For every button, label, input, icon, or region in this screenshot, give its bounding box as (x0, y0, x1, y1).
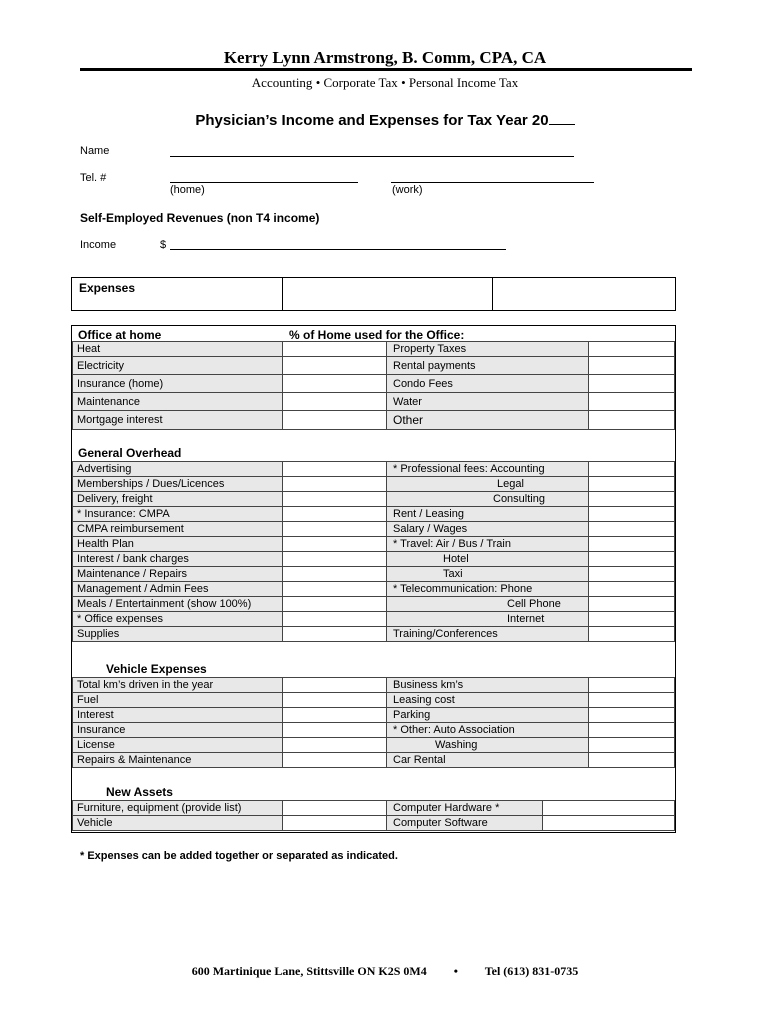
overhead-label: Health Plan (73, 537, 283, 552)
overhead-label: Training/Conferences (387, 627, 589, 642)
overhead-label: Taxi (387, 567, 589, 582)
office-amount-field[interactable] (589, 411, 675, 430)
income-label: Income (80, 239, 117, 251)
overhead-amount-field[interactable] (283, 582, 387, 597)
table-row (73, 477, 675, 492)
overhead-label: * Insurance: CMPA (73, 507, 283, 522)
vehicle-label: Insurance (73, 723, 283, 738)
assets-label: Computer Software (387, 816, 543, 831)
vehicle-amount-field[interactable] (589, 693, 675, 708)
table-row (73, 801, 675, 816)
dollar-sign: $ (160, 239, 167, 251)
overhead-label: * Professional fees: Accounting (387, 462, 589, 477)
office-table (72, 341, 675, 430)
assets-amount-field[interactable] (283, 816, 387, 831)
office-label: Condo Fees (387, 375, 589, 393)
overhead-amount-field[interactable] (283, 567, 387, 582)
office-amount-field[interactable] (283, 342, 387, 357)
table-row (73, 582, 675, 597)
vehicle-amount-field[interactable] (589, 723, 675, 738)
office-label: Electricity (73, 357, 283, 375)
expenses-divider (282, 277, 283, 310)
overhead-label: CMPA reimbursement (73, 522, 283, 537)
footer-address: 600 Martinique Lane, Stittsville ON K2S 0M4 (191, 964, 427, 978)
vehicle-amount-field[interactable] (283, 693, 387, 708)
firm-name: Kerry Lynn Armstrong, B. Comm, CPA, CA (223, 48, 547, 67)
overhead-label: Memberships / Dues/Licences (73, 477, 283, 492)
income-field[interactable] (170, 249, 506, 250)
office-label: Heat (73, 342, 283, 357)
table-row (73, 627, 675, 642)
office-amount-field[interactable] (283, 411, 387, 430)
overhead-label: * Telecommunication: Phone (387, 582, 589, 597)
table-row (73, 507, 675, 522)
overhead-label: Consulting (387, 492, 589, 507)
service-corporate-tax: Corporate Tax (323, 75, 398, 90)
table-row (73, 522, 675, 537)
overhead-amount-field[interactable] (283, 612, 387, 627)
page-title-text: Physician’s Income and Expenses for Tax Year 20 (195, 112, 549, 129)
office-rows (73, 342, 675, 430)
footer-tel: Tel (613) 831-0735 (484, 964, 579, 978)
vehicle-label: Car Rental (387, 753, 589, 768)
overhead-label: Meals / Entertainment (show 100%) (73, 597, 283, 612)
table-row (73, 738, 675, 753)
expenses-divider (492, 277, 493, 310)
overhead-label: Supplies (73, 627, 283, 642)
overhead-heading: General Overhead (78, 446, 182, 460)
vehicle-table (72, 677, 675, 768)
vehicle-label: Washing (387, 738, 589, 753)
table-row (73, 753, 675, 768)
header-rule (80, 68, 692, 71)
table-row (73, 708, 675, 723)
office-amount-field[interactable] (589, 357, 675, 375)
assets-label: Vehicle (73, 816, 283, 831)
assets-amount-field[interactable] (543, 816, 675, 831)
footnote: * Expenses can be added together or separated as indicated. (80, 850, 398, 862)
bullet-icon: • (315, 75, 321, 90)
office-label: Mortgage interest (73, 411, 283, 430)
table-row (73, 411, 675, 430)
overhead-label: Advertising (73, 462, 283, 477)
tax-year-field[interactable] (549, 110, 575, 125)
overhead-label: * Office expenses (73, 612, 283, 627)
office-amount-field[interactable] (283, 393, 387, 411)
service-accounting: Accounting (251, 75, 313, 90)
vehicle-label: * Other: Auto Association (387, 723, 589, 738)
overhead-label: Cell Phone (387, 597, 589, 612)
name-label: Name (80, 145, 110, 157)
overhead-amount-field[interactable] (283, 477, 387, 492)
overhead-label: Interest / bank charges (73, 552, 283, 567)
table-row (73, 357, 675, 375)
office-label: Property Taxes (387, 342, 589, 357)
overhead-amount-field[interactable] (589, 582, 675, 597)
office-amount-field[interactable] (283, 375, 387, 393)
vehicle-amount-field[interactable] (589, 753, 675, 768)
vehicle-amount-field[interactable] (283, 708, 387, 723)
vehicle-label: Business km’s (387, 678, 589, 693)
overhead-amount-field[interactable] (589, 507, 675, 522)
vehicle-label: License (73, 738, 283, 753)
vehicle-label: Parking (387, 708, 589, 723)
table-row (73, 612, 675, 627)
table-row (73, 567, 675, 582)
overhead-amount-field[interactable] (283, 507, 387, 522)
work-caption: (work) (392, 184, 423, 196)
office-label: Maintenance (73, 393, 283, 411)
tel-work-field[interactable] (391, 182, 594, 183)
table-row (73, 693, 675, 708)
overhead-amount-field[interactable] (283, 492, 387, 507)
table-row (73, 375, 675, 393)
office-label: Rental payments (387, 357, 589, 375)
vehicle-label: Interest (73, 708, 283, 723)
overhead-label: Internet (387, 612, 589, 627)
assets-amount-field[interactable] (543, 801, 675, 816)
office-amount-field[interactable] (283, 357, 387, 375)
vehicle-amount-field[interactable] (589, 738, 675, 753)
table-row (73, 597, 675, 612)
table-row (73, 537, 675, 552)
overhead-label: Salary / Wages (387, 522, 589, 537)
office-label: Insurance (home) (73, 375, 283, 393)
table-row (73, 816, 675, 831)
overhead-amount-field[interactable] (589, 627, 675, 642)
vehicle-label: Leasing cost (387, 693, 589, 708)
name-field[interactable] (170, 156, 574, 157)
vehicle-label: Fuel (73, 693, 283, 708)
overhead-amount-field[interactable] (283, 552, 387, 567)
footer (0, 964, 770, 979)
overhead-amount-field[interactable] (283, 627, 387, 642)
overhead-label: Maintenance / Repairs (73, 567, 283, 582)
bullet-icon: • (453, 964, 458, 978)
overhead-amount-field[interactable] (589, 492, 675, 507)
vehicle-amount-field[interactable] (283, 723, 387, 738)
vehicle-amount-field[interactable] (283, 738, 387, 753)
overhead-label: * Travel: Air / Bus / Train (387, 537, 589, 552)
table-row (73, 492, 675, 507)
overhead-amount-field[interactable] (283, 597, 387, 612)
table-row (73, 723, 675, 738)
office-amount-field[interactable] (589, 375, 675, 393)
table-row (73, 552, 675, 567)
expenses-header-box (71, 277, 676, 311)
firm-services (0, 75, 770, 91)
table-row (73, 342, 675, 357)
office-heading: Office at home (78, 328, 162, 342)
vehicle-label: Total km’s driven in the year (73, 678, 283, 693)
overhead-amount-field[interactable] (589, 537, 675, 552)
office-pct-heading: % of Home used for the Office: (289, 328, 465, 342)
overhead-label: Rent / Leasing (387, 507, 589, 522)
overhead-amount-field[interactable] (589, 477, 675, 492)
overhead-amount-field[interactable] (589, 612, 675, 627)
office-amount-field[interactable] (589, 342, 675, 357)
office-label: Water (387, 393, 589, 411)
overhead-amount-field[interactable] (283, 462, 387, 477)
overhead-table (72, 461, 675, 642)
vehicle-amount-field[interactable] (283, 753, 387, 768)
vehicle-heading: Vehicle Expenses (106, 662, 207, 676)
tel-label: Tel. # (80, 172, 107, 184)
tel-home-field[interactable] (170, 182, 358, 183)
assets-amount-field[interactable] (283, 801, 387, 816)
assets-table (72, 800, 675, 831)
page-title (0, 110, 770, 129)
overhead-amount-field[interactable] (283, 537, 387, 552)
office-label: Other (387, 411, 589, 430)
vehicle-amount-field[interactable] (589, 708, 675, 723)
overhead-amount-field[interactable] (589, 522, 675, 537)
overhead-label: Hotel (387, 552, 589, 567)
overhead-label: Delivery, freight (73, 492, 283, 507)
table-row (73, 393, 675, 411)
assets-label: Furniture, equipment (provide list) (73, 801, 283, 816)
assets-label: Computer Hardware * (387, 801, 543, 816)
overhead-label: Management / Admin Fees (73, 582, 283, 597)
table-row (73, 678, 675, 693)
office-amount-field[interactable] (589, 393, 675, 411)
home-caption: (home) (170, 184, 205, 196)
overhead-amount-field[interactable] (589, 462, 675, 477)
overhead-amount-field[interactable] (283, 522, 387, 537)
overhead-amount-field[interactable] (589, 552, 675, 567)
expenses-heading: Expenses (79, 281, 136, 295)
vehicle-amount-field[interactable] (283, 678, 387, 693)
vehicle-label: Repairs & Maintenance (73, 753, 283, 768)
table-row (73, 462, 675, 477)
service-personal-tax: Personal Income Tax (408, 75, 519, 90)
overhead-amount-field[interactable] (589, 597, 675, 612)
vehicle-amount-field[interactable] (589, 678, 675, 693)
assets-heading: New Assets (106, 785, 173, 799)
overhead-amount-field[interactable] (589, 567, 675, 582)
overhead-label: Legal (387, 477, 589, 492)
bullet-icon: • (401, 75, 406, 90)
revenues-heading: Self-Employed Revenues (non T4 income) (80, 211, 320, 225)
